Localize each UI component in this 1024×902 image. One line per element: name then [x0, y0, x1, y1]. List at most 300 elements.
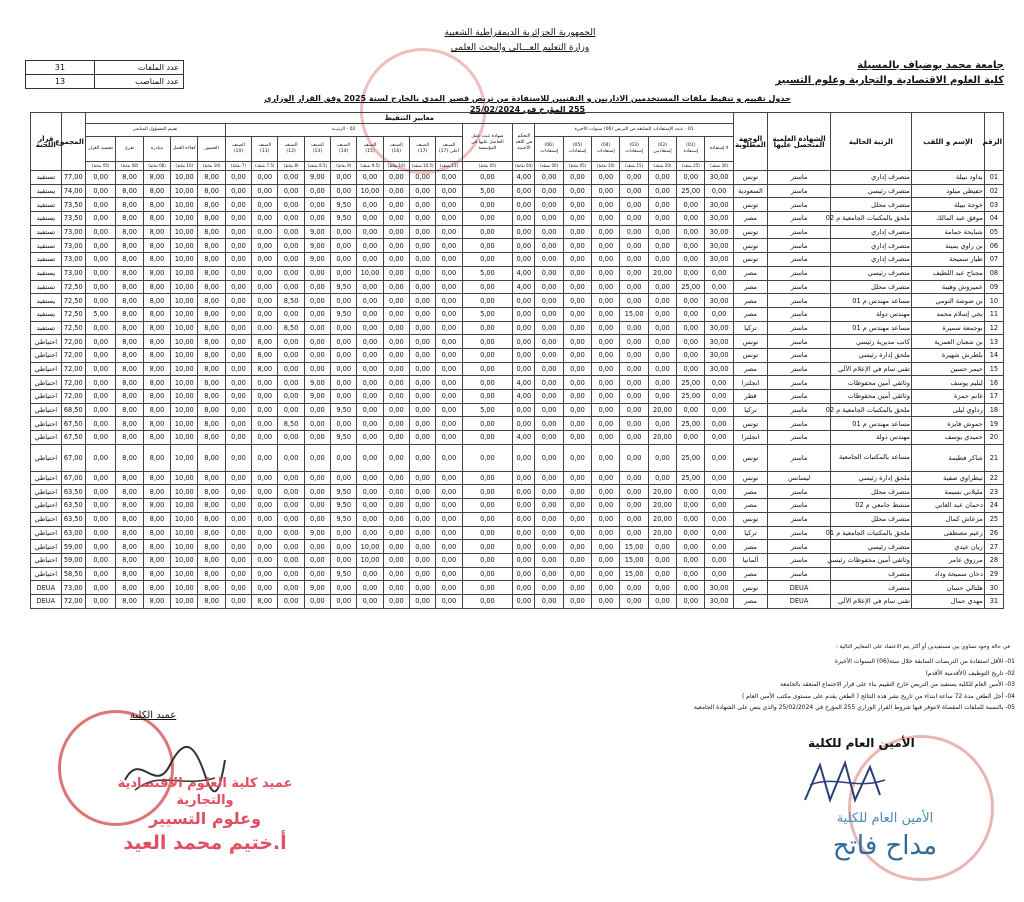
- row-rank-class-score: 0,00: [409, 444, 435, 471]
- eval-points: (05 نقاط): [85, 162, 116, 171]
- row-language-score: 4,00: [513, 280, 535, 294]
- table-row: [31, 594, 1004, 608]
- row-destination: تركيا: [733, 321, 767, 335]
- row-eval-score: 10,00: [171, 212, 198, 226]
- eval-col-header: تجسيد القرار: [85, 137, 116, 162]
- group-header-previous-internships: 01 - عـدد الإستفادات السابقة من التربص (06) سنوات الأخيرة: [535, 124, 733, 137]
- row-rank-class-score: 0,00: [357, 239, 383, 253]
- row-rank-class-score: 0,00: [436, 512, 462, 526]
- row-name: دحمان عبد الغاني: [911, 499, 984, 513]
- row-eval-score: 8,00: [116, 184, 143, 198]
- row-prev-internship-score: 25,00: [677, 280, 705, 294]
- row-prev-internship-score: 0,00: [705, 444, 733, 471]
- table-row: [31, 390, 1004, 404]
- row-rank-class-score: 0,00: [383, 362, 409, 376]
- row-work-certificate-score: 0,00: [462, 471, 513, 485]
- row-eval-score: 8,00: [198, 294, 225, 308]
- row-rank-class-score: 0,00: [436, 184, 462, 198]
- row-rank-class-score: 8,50: [278, 417, 304, 431]
- row-prev-internship-score: 20,00: [648, 266, 676, 280]
- row-prev-internship-score: 20,00: [648, 431, 676, 445]
- row-prev-internship-score: 0,00: [535, 540, 563, 554]
- row-destination: مصر: [733, 266, 767, 280]
- row-number: 18: [984, 403, 1003, 417]
- row-number: 02: [984, 184, 1003, 198]
- row-eval-score: 8,00: [116, 485, 143, 499]
- row-eval-score: 8,00: [198, 403, 225, 417]
- table-row: [31, 321, 1004, 335]
- row-number: 07: [984, 253, 1003, 267]
- ministry-heading: وزارة التعليم العـــالي والبحث العلمي: [450, 43, 590, 53]
- row-destination: ألمانيا: [733, 553, 767, 567]
- row-rank-class-score: 0,00: [383, 431, 409, 445]
- row-eval-score: 10,00: [171, 471, 198, 485]
- row-destination: مصر: [733, 499, 767, 513]
- row-work-certificate-score: 0,00: [462, 499, 513, 513]
- row-rank-class-score: 0,00: [225, 390, 251, 404]
- row-prev-internship-score: 0,00: [563, 390, 591, 404]
- row-rank-class-score: 0,00: [436, 198, 462, 212]
- row-prev-internship-score: 0,00: [648, 294, 676, 308]
- row-rank-class-score: 0,00: [436, 581, 462, 595]
- row-destination: تركيا: [733, 403, 767, 417]
- row-rank-class-score: 0,00: [225, 499, 251, 513]
- row-destination: مصر: [733, 294, 767, 308]
- row-eval-score: 10,00: [171, 362, 198, 376]
- row-rank-class-score: 0,00: [304, 403, 330, 417]
- row-degree: ماستر: [768, 184, 831, 198]
- row-rank-class-score: 0,00: [304, 471, 330, 485]
- row-eval-score: 0,00: [85, 581, 116, 595]
- row-prev-internship-score: 0,00: [592, 581, 620, 595]
- prev-internship-points: (25 نقطة): [677, 162, 705, 171]
- row-prev-internship-score: 0,00: [677, 212, 705, 226]
- row-prev-internship-score: 0,00: [620, 526, 648, 540]
- row-destination: مصر: [733, 540, 767, 554]
- row-rank-class-score: 0,00: [278, 335, 304, 349]
- row-rank-class-score: 9,00: [304, 239, 330, 253]
- secretary-stamp-line: الأمين العام للكلية: [836, 811, 934, 826]
- row-total: 77,00: [61, 171, 85, 185]
- row-rank-class-score: 0,00: [436, 239, 462, 253]
- row-rank-class-score: 0,00: [225, 376, 251, 390]
- row-name: بداود نبيلة: [911, 171, 984, 185]
- row-prev-internship-score: 0,00: [535, 431, 563, 445]
- row-rank-class-score: 0,00: [409, 567, 435, 581]
- row-name: حميدي يوسف: [911, 431, 984, 445]
- row-number: 22: [984, 471, 1003, 485]
- row-prev-internship-score: 0,00: [620, 581, 648, 595]
- row-rank-class-score: 0,00: [357, 390, 383, 404]
- row-number: 16: [984, 376, 1003, 390]
- row-decision: يستفيد: [31, 184, 62, 198]
- row-decision: DEUA: [31, 594, 62, 608]
- row-rank-class-score: 0,00: [383, 266, 409, 280]
- row-number: 05: [984, 225, 1003, 239]
- row-rank-class-score: 0,00: [357, 335, 383, 349]
- row-rank-class-score: 0,00: [409, 594, 435, 608]
- prev-internship-points: (00 نقطة): [535, 162, 563, 171]
- row-rank-class-score: 0,00: [278, 253, 304, 267]
- row-eval-score: 8,00: [198, 362, 225, 376]
- row-degree: ماستر: [768, 444, 831, 471]
- row-work-certificate-score: 0,00: [462, 294, 513, 308]
- row-prev-internship-score: 0,00: [535, 417, 563, 431]
- row-rank-class-score: 0,00: [278, 390, 304, 404]
- row-prev-internship-score: 30,00: [705, 581, 733, 595]
- row-eval-score: 5,00: [85, 307, 116, 321]
- eval-col-header: مبادرة: [143, 137, 170, 162]
- row-rank: مهندس دولة: [830, 431, 911, 445]
- rank-class-col-header: الصنف (13): [304, 137, 330, 162]
- table-row: [31, 348, 1004, 362]
- row-language-score: 0,00: [513, 307, 535, 321]
- row-total: 58,50: [61, 567, 85, 581]
- row-prev-internship-score: 25,00: [677, 376, 705, 390]
- row-prev-internship-score: 0,00: [705, 403, 733, 417]
- row-rank-class-score: 0,00: [436, 567, 462, 581]
- row-language-score: 0,00: [513, 471, 535, 485]
- row-rank-class-score: 0,00: [331, 390, 357, 404]
- row-decision: احتياطي: [31, 376, 62, 390]
- row-prev-internship-score: 0,00: [535, 499, 563, 513]
- row-rank-class-score: 0,00: [278, 307, 304, 321]
- row-eval-score: 8,00: [116, 239, 143, 253]
- row-language-score: 0,00: [513, 253, 535, 267]
- row-eval-score: 8,00: [143, 321, 170, 335]
- row-prev-internship-score: 0,00: [563, 444, 591, 471]
- row-prev-internship-score: 0,00: [705, 512, 733, 526]
- row-rank-class-score: 0,00: [409, 348, 435, 362]
- row-total: 72,50: [61, 280, 85, 294]
- row-number: 11: [984, 307, 1003, 321]
- row-prev-internship-score: 0,00: [563, 184, 591, 198]
- secretary-block: [765, 810, 1005, 864]
- row-rank-class-score: 0,00: [383, 471, 409, 485]
- row-prev-internship-score: 0,00: [535, 212, 563, 226]
- row-number: 31: [984, 594, 1003, 608]
- row-eval-score: 0,00: [85, 499, 116, 513]
- row-rank-class-score: 0,00: [252, 512, 278, 526]
- row-prev-internship-score: 0,00: [677, 499, 705, 513]
- row-rank-class-score: 0,00: [252, 171, 278, 185]
- row-decision: يستفيد: [31, 266, 62, 280]
- row-prev-internship-score: 0,00: [648, 280, 676, 294]
- row-prev-internship-score: 0,00: [592, 444, 620, 471]
- row-rank-class-score: 0,00: [278, 403, 304, 417]
- row-rank-class-score: 0,00: [252, 307, 278, 321]
- row-destination: مصر: [733, 594, 767, 608]
- row-work-certificate-score: 0,00: [462, 553, 513, 567]
- row-rank-class-score: 9,50: [331, 567, 357, 581]
- row-rank-class-score: 8,00: [252, 335, 278, 349]
- rank-class-col-header: الصنف (16): [383, 137, 409, 162]
- row-destination: تونس: [733, 335, 767, 349]
- row-eval-score: 8,00: [198, 198, 225, 212]
- row-prev-internship-score: 0,00: [677, 198, 705, 212]
- row-eval-score: 8,00: [198, 581, 225, 595]
- row-rank-class-score: 0,00: [225, 581, 251, 595]
- row-destination: تونس: [733, 417, 767, 431]
- table-row: [31, 403, 1004, 417]
- row-total: 59,00: [61, 553, 85, 567]
- row-eval-score: 8,00: [198, 307, 225, 321]
- row-decision: احتياطي: [31, 526, 62, 540]
- row-rank-class-score: 0,00: [436, 321, 462, 335]
- row-prev-internship-score: 0,00: [705, 553, 733, 567]
- row-prev-internship-score: 0,00: [620, 171, 648, 185]
- row-name: بن زاوي يمينة: [911, 239, 984, 253]
- row-rank-class-score: 0,00: [225, 184, 251, 198]
- row-eval-score: 0,00: [85, 417, 116, 431]
- table-row: [31, 376, 1004, 390]
- files-count-value: 31: [26, 61, 95, 75]
- row-degree: ماستر: [768, 212, 831, 226]
- row-rank-class-score: 0,00: [304, 499, 330, 513]
- row-work-certificate-score: 5,00: [462, 266, 513, 280]
- prev-internship-col-header: (01) إستفادة: [677, 137, 705, 162]
- table-row: [31, 212, 1004, 226]
- row-eval-score: 10,00: [171, 526, 198, 540]
- row-rank-class-score: 0,00: [225, 526, 251, 540]
- row-decision: تستفيد: [31, 321, 62, 335]
- row-rank: ملحق إدارة رئيسي: [830, 471, 911, 485]
- row-rank: متصرف إداري: [830, 253, 911, 267]
- row-prev-internship-score: 0,00: [592, 540, 620, 554]
- row-total: 73,00: [61, 581, 85, 595]
- row-prev-internship-score: 0,00: [620, 212, 648, 226]
- row-rank: ملحق بالمكتبات الجامعية م 01: [830, 526, 911, 540]
- row-rank-class-score: 0,00: [409, 390, 435, 404]
- row-destination: تونس: [733, 225, 767, 239]
- row-eval-score: 10,00: [171, 321, 198, 335]
- row-rank-class-score: 0,00: [252, 280, 278, 294]
- row-name: عميروش وهيبة: [911, 280, 984, 294]
- row-rank-class-score: 0,00: [409, 540, 435, 554]
- row-prev-internship-score: 0,00: [563, 348, 591, 362]
- table-row: [31, 512, 1004, 526]
- row-degree: ماستر: [768, 348, 831, 362]
- row-decision: احتياطي: [31, 403, 62, 417]
- row-rank-class-score: 0,00: [357, 171, 383, 185]
- row-prev-internship-score: 15,00: [620, 553, 648, 567]
- row-work-certificate-score: 0,00: [462, 390, 513, 404]
- row-name: رداوي ليلى: [911, 403, 984, 417]
- row-rank-class-score: 0,00: [252, 376, 278, 390]
- row-total: 73,00: [61, 225, 85, 239]
- row-eval-score: 8,00: [116, 553, 143, 567]
- row-rank-class-score: 0,00: [225, 362, 251, 376]
- notes-list: [480, 656, 1015, 714]
- row-rank-class-score: 0,00: [409, 212, 435, 226]
- row-rank-class-score: 0,00: [383, 499, 409, 513]
- row-rank-class-score: 0,00: [331, 471, 357, 485]
- row-rank-class-score: 0,00: [409, 225, 435, 239]
- row-degree: ماستر: [768, 403, 831, 417]
- row-prev-internship-score: 0,00: [535, 594, 563, 608]
- row-language-score: 0,00: [513, 321, 535, 335]
- row-prev-internship-score: 0,00: [535, 225, 563, 239]
- row-eval-score: 8,00: [143, 348, 170, 362]
- row-eval-score: 8,00: [116, 526, 143, 540]
- row-name: بن شعبان العمرية: [911, 335, 984, 349]
- row-eval-score: 10,00: [171, 444, 198, 471]
- row-rank-class-score: 0,00: [278, 594, 304, 608]
- row-eval-score: 8,00: [198, 280, 225, 294]
- prev-internship-col-header: لا إستفادة: [705, 137, 733, 162]
- row-rank-class-score: 0,00: [331, 417, 357, 431]
- row-decision: يستفيد: [31, 307, 62, 321]
- row-rank-class-score: 0,00: [278, 431, 304, 445]
- row-prev-internship-score: 20,00: [648, 512, 676, 526]
- row-language-score: 0,00: [513, 184, 535, 198]
- row-rank-class-score: 0,00: [304, 266, 330, 280]
- row-rank-class-score: 0,00: [357, 499, 383, 513]
- row-rank-class-score: 0,00: [252, 581, 278, 595]
- row-rank-class-score: 0,00: [278, 171, 304, 185]
- row-rank: تقني سام في الإعلام الآلي: [830, 362, 911, 376]
- dean-title: عميد الكلية: [130, 710, 177, 721]
- row-prev-internship-score: 0,00: [620, 376, 648, 390]
- row-name: شبايحة حمامة: [911, 225, 984, 239]
- counts-row: [26, 61, 184, 75]
- row-rank-class-score: 0,00: [252, 526, 278, 540]
- row-rank-class-score: 0,00: [304, 540, 330, 554]
- row-prev-internship-score: 0,00: [563, 581, 591, 595]
- row-eval-score: 0,00: [85, 471, 116, 485]
- row-rank-class-score: 0,00: [225, 431, 251, 445]
- row-eval-score: 8,00: [143, 431, 170, 445]
- row-eval-score: 8,00: [116, 362, 143, 376]
- row-prev-internship-score: 0,00: [592, 198, 620, 212]
- row-decision: احتياطي: [31, 390, 62, 404]
- row-name: خوجة نبيلة: [911, 198, 984, 212]
- row-eval-score: 0,00: [85, 485, 116, 499]
- row-eval-score: 8,00: [198, 431, 225, 445]
- row-work-certificate-score: 5,00: [462, 307, 513, 321]
- row-number: 08: [984, 266, 1003, 280]
- row-prev-internship-score: 0,00: [563, 376, 591, 390]
- row-prev-internship-score: 0,00: [535, 403, 563, 417]
- row-work-certificate-score: 0,00: [462, 567, 513, 581]
- row-rank-class-score: 0,00: [409, 485, 435, 499]
- note-item: 04- أجل الطعن مدة 72 ساعة ابتداء من تاريخ نشر هذه النتائج ( الطعن يقدم على مستوى مكتب الأمين العام ): [741, 692, 1015, 700]
- row-prev-internship-score: 0,00: [592, 431, 620, 445]
- row-prev-internship-score: 0,00: [648, 594, 676, 608]
- row-eval-score: 10,00: [171, 485, 198, 499]
- row-eval-score: 10,00: [171, 594, 198, 608]
- row-prev-internship-score: 0,00: [620, 431, 648, 445]
- row-rank-class-score: 0,00: [331, 526, 357, 540]
- row-rank-class-score: 0,00: [383, 239, 409, 253]
- row-rank-class-score: 9,50: [331, 431, 357, 445]
- row-language-score: 0,00: [513, 198, 535, 212]
- row-language-score: 0,00: [513, 212, 535, 226]
- row-destination: مصر: [733, 567, 767, 581]
- row-rank: كاتب مديرية رئيسي: [830, 335, 911, 349]
- row-total: 72,00: [61, 335, 85, 349]
- dean-block: [90, 775, 320, 857]
- rank-class-col-header: الصنف (14): [331, 137, 357, 162]
- row-rank-class-score: 0,00: [331, 553, 357, 567]
- row-number: 24: [984, 499, 1003, 513]
- group-header-rank: 02 - الرتبــة: [225, 124, 462, 137]
- row-prev-internship-score: 0,00: [592, 321, 620, 335]
- row-rank-class-score: 0,00: [436, 266, 462, 280]
- row-language-score: 4,00: [513, 171, 535, 185]
- row-degree: ماستر: [768, 417, 831, 431]
- row-rank-class-score: 0,00: [304, 348, 330, 362]
- evaluation-table: [30, 112, 1004, 609]
- row-prev-internship-score: 30,00: [705, 348, 733, 362]
- row-eval-score: 8,00: [198, 485, 225, 499]
- row-decision: يستفيد: [31, 212, 62, 226]
- row-number: 19: [984, 417, 1003, 431]
- row-rank-class-score: 0,00: [252, 499, 278, 513]
- row-eval-score: 8,00: [143, 444, 170, 471]
- row-total: 73,00: [61, 239, 85, 253]
- table-row: [31, 184, 1004, 198]
- note-item: 05- بالنسبة للملفات المقصاة لاتتوفر فيها شروط القرار الوزاري 255 المؤرخ في 25/02/2024 والذي ينص على الشهادة الجامعية: [693, 704, 1015, 712]
- row-rank-class-score: 0,00: [304, 485, 330, 499]
- row-decision: يستفيد: [31, 294, 62, 308]
- row-eval-score: 8,00: [198, 553, 225, 567]
- col-header-name: الإسم و اللقب: [911, 113, 984, 171]
- row-prev-internship-score: 0,00: [648, 362, 676, 376]
- row-rank-class-score: 0,00: [409, 253, 435, 267]
- row-number: 12: [984, 321, 1003, 335]
- prev-internship-col-header: (05) إستفادات: [563, 137, 591, 162]
- row-eval-score: 8,00: [116, 171, 143, 185]
- row-number: 04: [984, 212, 1003, 226]
- row-rank-class-score: 0,00: [278, 212, 304, 226]
- row-eval-score: 10,00: [171, 553, 198, 567]
- row-eval-score: 8,00: [198, 321, 225, 335]
- row-eval-score: 8,00: [116, 225, 143, 239]
- row-eval-score: 8,00: [116, 253, 143, 267]
- row-rank-class-score: 9,50: [331, 280, 357, 294]
- row-work-certificate-score: 0,00: [462, 362, 513, 376]
- row-rank-class-score: 0,00: [383, 403, 409, 417]
- row-eval-score: 0,00: [85, 403, 116, 417]
- row-decision: احتياطي: [31, 431, 62, 445]
- row-rank-class-score: 0,00: [331, 581, 357, 595]
- row-prev-internship-score: 0,00: [563, 253, 591, 267]
- row-rank-class-score: 9,50: [331, 499, 357, 513]
- row-work-certificate-score: 0,00: [462, 540, 513, 554]
- row-prev-internship-score: 0,00: [705, 431, 733, 445]
- row-rank-class-score: 0,00: [409, 239, 435, 253]
- row-rank-class-score: 0,00: [331, 171, 357, 185]
- row-name: غانم حمزة: [911, 390, 984, 404]
- rank-class-points: (7 نقاط): [225, 162, 251, 171]
- row-prev-internship-score: 0,00: [592, 307, 620, 321]
- row-rank: متصرف محلل: [830, 485, 911, 499]
- row-rank: ملحق بالمكتبات الجامعية م 02: [830, 403, 911, 417]
- row-eval-score: 10,00: [171, 376, 198, 390]
- row-destination: تونس: [733, 512, 767, 526]
- row-eval-score: 8,00: [198, 390, 225, 404]
- row-prev-internship-score: 0,00: [563, 239, 591, 253]
- row-eval-score: 8,00: [198, 225, 225, 239]
- row-name: ليليم يوسف: [911, 376, 984, 390]
- row-rank-class-score: 0,00: [409, 266, 435, 280]
- group-header-criteria: معايير التنقيط: [85, 113, 733, 124]
- row-rank: وثائقي أمين محفوظات: [830, 390, 911, 404]
- row-eval-score: 8,00: [143, 184, 170, 198]
- row-prev-internship-score: 25,00: [677, 417, 705, 431]
- row-rank-class-score: 0,00: [357, 280, 383, 294]
